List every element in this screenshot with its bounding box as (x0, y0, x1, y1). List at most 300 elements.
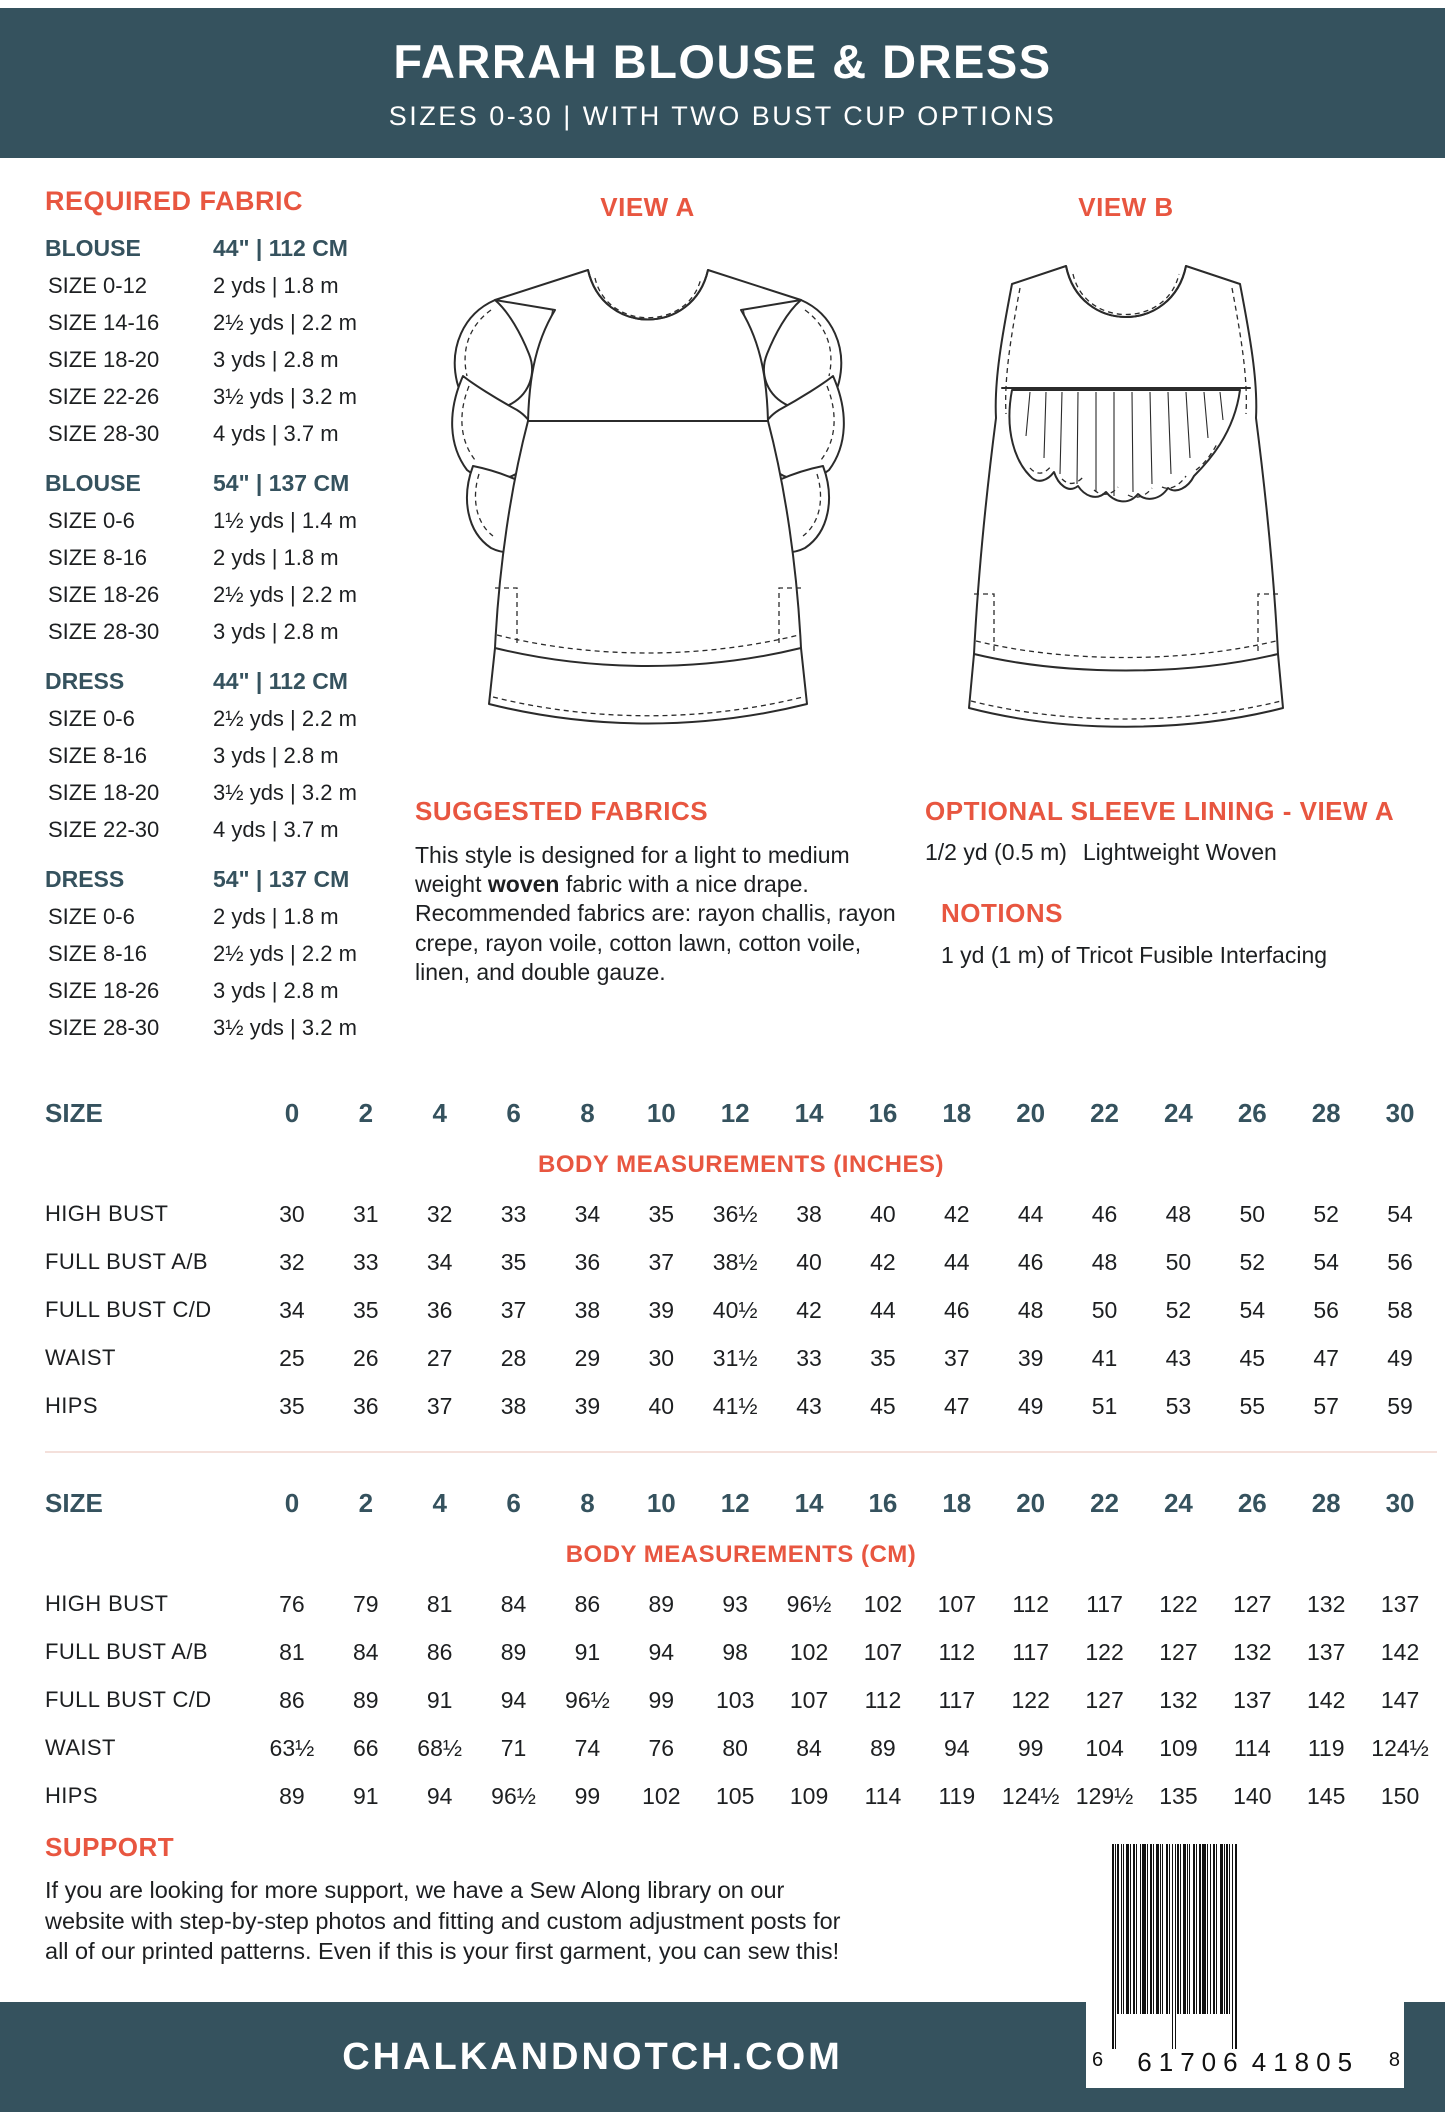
measurements-banner: BODY MEASUREMENTS (INCHES) (538, 1151, 944, 1178)
measurement-value: 112 (864, 1686, 902, 1713)
measurement-value: 34 (279, 1296, 305, 1323)
size-column-header: 2 (358, 1097, 374, 1128)
measurement-value: 112 (1012, 1590, 1050, 1617)
fabric-row-amount: 2½ yds | 2.2 m (213, 310, 357, 335)
measurement-value: 36 (353, 1392, 379, 1419)
fabric-row-size: SIZE 8-16 (48, 545, 148, 570)
measurement-value: 79 (353, 1590, 379, 1617)
measurement-value: 107 (789, 1686, 829, 1713)
measurement-value: 56 (1313, 1296, 1339, 1323)
measurement-value: 37 (500, 1296, 527, 1323)
measurement-value: 66 (353, 1734, 379, 1761)
size-column-header: 16 (868, 1097, 898, 1128)
fabric-row-amount: 2½ yds | 2.2 m (213, 941, 357, 966)
size-header-label: SIZE (45, 1487, 103, 1518)
fabric-row-amount: 2½ yds | 2.2 m (213, 706, 357, 731)
fabric-row (45, 341, 395, 378)
fabric-row-amount: 3½ yds | 3.2 m (213, 780, 357, 805)
measurement-row-label: HIGH BUST (45, 1591, 169, 1616)
support-text: If you are looking for more support, we have a Sew Along library on our website with step-by-step photos and fitting and custom adjustment posts for all of our printed patterns. Even if this is your first garment, you can sew this! (45, 1877, 841, 1965)
fabric-row-amount: 3½ yds | 3.2 m (213, 384, 357, 409)
measurement-value: 46 (944, 1296, 970, 1323)
measurement-value: 81 (426, 1590, 453, 1617)
fabric-row-size: SIZE 18-26 (48, 978, 160, 1003)
size-column-header: 30 (1385, 1097, 1415, 1128)
fabric-row-size: SIZE 0-6 (48, 508, 135, 533)
website-url: CHALKANDNOTCH.COM (342, 2035, 843, 2078)
fabric-row-size: SIZE 0-6 (48, 904, 135, 929)
measurement-row-label: FULL BUST C/D (45, 1687, 212, 1712)
measurement-value: 137 (1380, 1590, 1420, 1617)
fabric-group-header (45, 663, 395, 700)
required-fabric-list (45, 230, 395, 1046)
measurement-value: 107 (863, 1638, 903, 1665)
measurement-value: 47 (944, 1392, 970, 1419)
measurement-value: 94 (500, 1686, 527, 1713)
measurement-value: 39 (574, 1392, 601, 1419)
measurement-value: 107 (937, 1590, 976, 1617)
measurement-value: 96½ (491, 1782, 536, 1809)
measurement-value: 122 (1085, 1638, 1124, 1665)
header-band (0, 8, 1445, 158)
measurement-value: 135 (1159, 1782, 1198, 1809)
measurement-value: 84 (353, 1638, 379, 1665)
measurement-value: 129½ (1075, 1782, 1134, 1809)
measurement-value: 44 (944, 1248, 970, 1275)
measurement-value: 32 (279, 1248, 305, 1275)
fabric-row-amount: 3 yds | 2.8 m (213, 978, 339, 1003)
size-column-header: 12 (720, 1487, 750, 1518)
measurement-value: 38 (796, 1200, 822, 1227)
measurement-value: 48 (1165, 1200, 1192, 1227)
fabric-row-amount: 3 yds | 2.8 m (213, 619, 339, 644)
fabric-row-amount: 2 yds | 1.8 m (213, 904, 339, 929)
fabric-group-width: 44" | 112 CM (213, 235, 348, 261)
measurement-value: 30 (648, 1344, 675, 1371)
fabric-row-amount: 4 yds | 3.7 m (213, 817, 339, 842)
size-column-header: 26 (1237, 1097, 1267, 1128)
measurement-value: 112 (938, 1638, 976, 1665)
size-column-header: 20 (1016, 1487, 1046, 1518)
measurement-value: 91 (426, 1686, 453, 1713)
measurement-value: 76 (648, 1734, 675, 1761)
view-a-flat-drawing (433, 236, 863, 766)
fabric-group-garment: DRESS (45, 866, 125, 892)
measurement-value: 109 (1159, 1734, 1198, 1761)
measurement-value: 89 (870, 1734, 896, 1761)
barcode-digit-group-2: 41805 (1251, 2047, 1360, 2077)
fabric-group-garment: DRESS (45, 668, 125, 694)
view-a-label: VIEW A (600, 192, 695, 222)
measurement-value: 50 (1165, 1248, 1192, 1275)
measurement-value: 103 (716, 1686, 755, 1713)
fabric-row (45, 304, 395, 341)
size-column-header: 6 (506, 1487, 521, 1518)
measurement-value: 124½ (1371, 1734, 1429, 1761)
measurement-row-label: WAIST (45, 1345, 116, 1370)
sleeve-lining-heading: OPTIONAL SLEEVE LINING - VIEW A (925, 796, 1395, 826)
size-column-header: 12 (720, 1097, 750, 1128)
size-table-inches (45, 1086, 1437, 1430)
fabric-row (45, 378, 395, 415)
measurement-value: 47 (1313, 1344, 1339, 1371)
measurement-value: 63½ (269, 1734, 315, 1761)
measurement-value: 122 (1159, 1590, 1198, 1617)
measurement-value: 114 (1233, 1734, 1271, 1761)
fabric-row (45, 700, 395, 737)
suggested-fabrics-heading: SUGGESTED FABRICS (415, 796, 709, 826)
measurement-row-label: FULL BUST C/D (45, 1297, 212, 1322)
suggested-fabrics-bold-word: woven (487, 871, 560, 898)
measurement-value: 38 (574, 1296, 601, 1323)
size-column-header: 0 (284, 1097, 300, 1128)
barcode-bars (1112, 1844, 1237, 2049)
measurement-value: 25 (279, 1344, 305, 1371)
measurement-value: 51 (1091, 1392, 1118, 1419)
measurement-value: 145 (1307, 1782, 1346, 1809)
measurement-value: 104 (1085, 1734, 1124, 1761)
size-column-header: 28 (1311, 1097, 1341, 1128)
sleeve-lining-text (925, 839, 1415, 866)
measurement-value: 41 (1091, 1344, 1118, 1371)
fabric-row (45, 613, 395, 650)
sleeve-lining-fabric: Lightweight Woven (1082, 839, 1277, 865)
fabric-row-amount: 3 yds | 2.8 m (213, 347, 339, 372)
view-a-illustration (433, 236, 863, 766)
fabric-row (45, 502, 395, 539)
fabric-row-size: SIZE 28-30 (48, 421, 160, 446)
measurement-row-label: FULL BUST A/B (45, 1639, 208, 1664)
measurement-value: 32 (426, 1200, 453, 1227)
measurement-value: 91 (574, 1638, 601, 1665)
measurement-value: 137 (1233, 1686, 1272, 1713)
measurement-value: 93 (722, 1590, 748, 1617)
fabric-row (45, 267, 395, 304)
measurement-value: 34 (574, 1200, 601, 1227)
measurement-value: 76 (279, 1590, 305, 1617)
view-b-flat-drawing (945, 236, 1307, 766)
fabric-row-size: SIZE 22-26 (48, 384, 160, 409)
measurement-value: 38½ (712, 1248, 758, 1275)
measurement-value: 45 (870, 1392, 896, 1419)
fabric-row-amount: 2½ yds | 2.2 m (213, 582, 357, 607)
measurement-value: 41½ (712, 1392, 758, 1419)
required-fabric-heading: REQUIRED FABRIC (45, 186, 304, 216)
measurement-value: 35 (870, 1344, 896, 1371)
measurement-value: 89 (353, 1686, 379, 1713)
measurement-value: 52 (1313, 1200, 1339, 1227)
sleeve-lining-section (925, 796, 1415, 866)
view-b-label: VIEW B (1078, 192, 1174, 222)
fabric-group-width: 44" | 112 CM (213, 668, 348, 694)
size-column-header: 26 (1237, 1487, 1267, 1518)
size-column-header: 2 (358, 1487, 374, 1518)
measurement-value: 48 (1017, 1296, 1044, 1323)
measurement-value: 59 (1387, 1392, 1413, 1419)
measurement-value: 89 (500, 1638, 527, 1665)
barcode-digit-group-1: 61706 (1137, 2047, 1245, 2077)
fabric-row-size: SIZE 18-20 (48, 780, 160, 805)
size-column-header: 8 (580, 1487, 595, 1518)
suggested-fabrics-section (415, 796, 920, 987)
fabric-row-amount: 2 yds | 1.8 m (213, 273, 339, 298)
measurement-value: 28 (500, 1344, 527, 1371)
measurement-value: 40 (870, 1200, 896, 1227)
size-column-header: 10 (646, 1487, 676, 1518)
measurement-value: 102 (863, 1590, 903, 1617)
measurement-value: 132 (1307, 1590, 1346, 1617)
measurement-value: 84 (796, 1734, 822, 1761)
measurement-value: 137 (1307, 1638, 1346, 1665)
measurement-value: 98 (722, 1638, 748, 1665)
fabric-row (45, 898, 395, 935)
measurement-value: 33 (796, 1344, 822, 1371)
measurement-value: 86 (426, 1638, 453, 1665)
measurement-value: 117 (938, 1686, 976, 1713)
fabric-row-amount: 3½ yds | 3.2 m (213, 1015, 357, 1040)
measurement-value: 71 (500, 1734, 527, 1761)
suggested-fabrics-text (415, 841, 920, 987)
size-column-header: 22 (1090, 1487, 1120, 1518)
measurement-value: 124½ (1001, 1782, 1060, 1809)
barcode-digit-first: 6 (1092, 2049, 1104, 2071)
measurement-value: 40 (796, 1248, 822, 1275)
required-fabric-section (45, 186, 395, 1046)
size-column-header: 16 (868, 1487, 898, 1518)
measurement-value: 84 (500, 1590, 527, 1617)
fabric-row (45, 539, 395, 576)
suggested-fabrics-text-before: This style is designed for a light to medium weight (415, 842, 850, 898)
fabric-row-size: SIZE 0-12 (48, 273, 148, 298)
measurement-value: 46 (1091, 1200, 1118, 1227)
fabric-row (45, 737, 395, 774)
measurement-value: 35 (353, 1296, 379, 1323)
measurement-value: 30 (279, 1200, 305, 1227)
fabric-row (45, 972, 395, 1009)
measurement-value: 122 (1011, 1686, 1050, 1713)
fabric-group-header (45, 861, 395, 898)
measurement-value: 33 (353, 1248, 379, 1275)
size-header-label: SIZE (45, 1097, 103, 1128)
measurement-value: 127 (1233, 1590, 1272, 1617)
fabric-row-size: SIZE 28-30 (48, 1015, 160, 1040)
fabric-row-amount: 1½ yds | 1.4 m (213, 508, 357, 533)
view-b-illustration (945, 236, 1307, 766)
measurement-value: 150 (1380, 1782, 1420, 1809)
measurement-value: 99 (648, 1686, 675, 1713)
measurement-value: 89 (648, 1590, 675, 1617)
measurement-value: 119 (1307, 1734, 1345, 1761)
measurement-value: 44 (870, 1296, 896, 1323)
measurement-value: 40½ (712, 1296, 758, 1323)
measurement-value: 114 (864, 1782, 902, 1809)
measurement-value: 54 (1239, 1296, 1266, 1323)
measurement-value: 52 (1239, 1248, 1266, 1275)
measurement-value: 33 (500, 1200, 527, 1227)
notions-section (941, 898, 1431, 969)
measurement-value: 36 (426, 1296, 453, 1323)
size-column-header: 0 (284, 1487, 300, 1518)
measurement-row-label: HIGH BUST (45, 1201, 169, 1226)
measurement-row-label: FULL BUST A/B (45, 1249, 208, 1274)
table-divider (45, 1451, 1437, 1453)
page-subtitle: SIZES 0-30 | WITH TWO BUST CUP OPTIONS (388, 101, 1057, 131)
fabric-row (45, 811, 395, 848)
measurement-value: 52 (1165, 1296, 1192, 1323)
measurement-value: 39 (648, 1296, 675, 1323)
measurement-value: 119 (938, 1782, 976, 1809)
measurement-value: 42 (944, 1200, 970, 1227)
barcode-digit-last: 8 (1388, 2049, 1400, 2071)
measurement-value: 80 (722, 1734, 748, 1761)
fabric-row-amount: 3 yds | 2.8 m (213, 743, 339, 768)
measurement-value: 27 (426, 1344, 453, 1371)
fabric-row-size: SIZE 8-16 (48, 743, 148, 768)
measurement-value: 132 (1159, 1686, 1198, 1713)
measurement-value: 140 (1233, 1782, 1272, 1809)
size-column-header: 4 (432, 1097, 447, 1128)
measurement-value: 109 (789, 1782, 829, 1809)
measurement-value: 54 (1313, 1248, 1339, 1275)
measurement-value: 142 (1380, 1638, 1420, 1665)
fabric-row-amount: 4 yds | 3.7 m (213, 421, 339, 446)
measurement-value: 35 (648, 1200, 675, 1227)
size-table-cm (45, 1476, 1437, 1820)
measurement-value: 35 (279, 1392, 305, 1419)
measurement-value: 26 (353, 1344, 379, 1371)
measurement-value: 68½ (417, 1734, 463, 1761)
measurement-value: 86 (279, 1686, 305, 1713)
measurement-value: 96½ (565, 1686, 610, 1713)
measurement-value: 74 (574, 1734, 601, 1761)
measurement-value: 96½ (786, 1590, 832, 1617)
size-column-header: 22 (1090, 1097, 1120, 1128)
measurement-row-label: HIPS (45, 1393, 98, 1418)
size-column-header: 14 (794, 1097, 824, 1128)
size-column-header: 6 (506, 1097, 521, 1128)
measurement-value: 36½ (712, 1200, 758, 1227)
fabric-row (45, 1009, 395, 1046)
measurement-value: 43 (796, 1392, 822, 1419)
fabric-row-size: SIZE 18-26 (48, 582, 160, 607)
measurement-value: 35 (500, 1248, 527, 1275)
measurement-value: 45 (1239, 1344, 1266, 1371)
size-column-header: 18 (942, 1097, 972, 1128)
fabric-group-header (45, 230, 395, 267)
measurement-value: 34 (426, 1248, 453, 1275)
measurement-value: 81 (279, 1638, 305, 1665)
support-heading: SUPPORT (45, 1832, 175, 1862)
measurement-value: 37 (648, 1248, 675, 1275)
measurement-value: 132 (1233, 1638, 1272, 1665)
fabric-group-garment: BLOUSE (45, 470, 141, 496)
fabric-group-header (45, 465, 395, 502)
measurement-value: 94 (648, 1638, 675, 1665)
fabric-row-amount: 2 yds | 1.8 m (213, 545, 339, 570)
measurement-value: 40 (648, 1392, 675, 1419)
measurement-value: 94 (944, 1734, 970, 1761)
fabric-row (45, 774, 395, 811)
measurement-row-label: WAIST (45, 1735, 116, 1760)
measurement-value: 57 (1313, 1392, 1339, 1419)
measurement-value: 29 (574, 1344, 601, 1371)
measurement-value: 89 (279, 1782, 305, 1809)
support-section (45, 1832, 845, 1967)
measurement-value: 49 (1017, 1392, 1044, 1419)
size-column-header: 24 (1163, 1097, 1193, 1128)
measurement-value: 56 (1387, 1248, 1413, 1275)
size-column-header: 14 (794, 1487, 824, 1518)
notions-text: 1 yd (1 m) of Tricot Fusible Interfacing (941, 942, 1328, 968)
size-column-header: 24 (1163, 1487, 1193, 1518)
measurement-value: 50 (1091, 1296, 1118, 1323)
measurement-value: 127 (1085, 1686, 1124, 1713)
measurement-value: 99 (574, 1782, 601, 1809)
measurement-value: 48 (1091, 1248, 1118, 1275)
measurement-value: 54 (1387, 1200, 1413, 1227)
notions-heading: NOTIONS (941, 898, 1063, 928)
measurement-value: 38 (500, 1392, 527, 1419)
size-column-header: 20 (1016, 1097, 1046, 1128)
fabric-row-size: SIZE 18-20 (48, 347, 160, 372)
sleeve-lining-amount: 1/2 yd (0.5 m) (925, 839, 1067, 865)
measurement-value: 102 (789, 1638, 829, 1665)
suggested-fabrics-text-after: fabric with a nice drape. Recommended fabrics are: rayon challis, rayon crepe, rayon voile, cotton lawn, cotton voile, linen, and double gauze. (415, 871, 896, 985)
measurement-value: 102 (642, 1782, 681, 1809)
fabric-group-width: 54" | 137 CM (213, 470, 350, 496)
size-column-header: 10 (646, 1097, 676, 1128)
measurement-value: 58 (1387, 1296, 1413, 1323)
measurement-value: 86 (574, 1590, 601, 1617)
measurement-value: 31 (353, 1200, 379, 1227)
measurement-value: 99 (1017, 1734, 1044, 1761)
measurement-value: 31½ (712, 1344, 758, 1371)
size-column-header: 4 (432, 1487, 447, 1518)
measurement-value: 42 (870, 1248, 896, 1275)
measurement-value: 94 (426, 1782, 453, 1809)
measurement-value: 42 (796, 1296, 822, 1323)
measurement-value: 91 (353, 1782, 379, 1809)
measurement-value: 46 (1017, 1248, 1044, 1275)
fabric-row-size: SIZE 0-6 (48, 706, 135, 731)
measurement-row-label: HIPS (45, 1783, 98, 1808)
barcode (1086, 1836, 1404, 2088)
measurement-value: 117 (1086, 1590, 1123, 1617)
page-title: FARRAH BLOUSE & DRESS (393, 35, 1052, 88)
measurement-value: 37 (426, 1392, 453, 1419)
measurement-value: 105 (716, 1782, 755, 1809)
fabric-row (45, 415, 395, 452)
measurement-value: 37 (944, 1344, 970, 1371)
fabric-group-width: 54" | 137 CM (213, 866, 350, 892)
measurement-value: 142 (1307, 1686, 1346, 1713)
size-column-header: 18 (942, 1487, 972, 1518)
measurements-banner: BODY MEASUREMENTS (CM) (565, 1541, 917, 1568)
measurement-value: 49 (1387, 1344, 1413, 1371)
fabric-row (45, 576, 395, 613)
measurement-value: 117 (1012, 1638, 1050, 1665)
size-column-header: 28 (1311, 1487, 1341, 1518)
measurement-value: 53 (1165, 1392, 1192, 1419)
fabric-row (45, 935, 395, 972)
measurement-value: 50 (1239, 1200, 1266, 1227)
measurement-value: 39 (1017, 1344, 1044, 1371)
fabric-row-size: SIZE 8-16 (48, 941, 148, 966)
measurement-value: 127 (1159, 1638, 1198, 1665)
measurement-value: 55 (1239, 1392, 1266, 1419)
measurement-value: 43 (1165, 1344, 1192, 1371)
measurement-value: 147 (1380, 1686, 1420, 1713)
